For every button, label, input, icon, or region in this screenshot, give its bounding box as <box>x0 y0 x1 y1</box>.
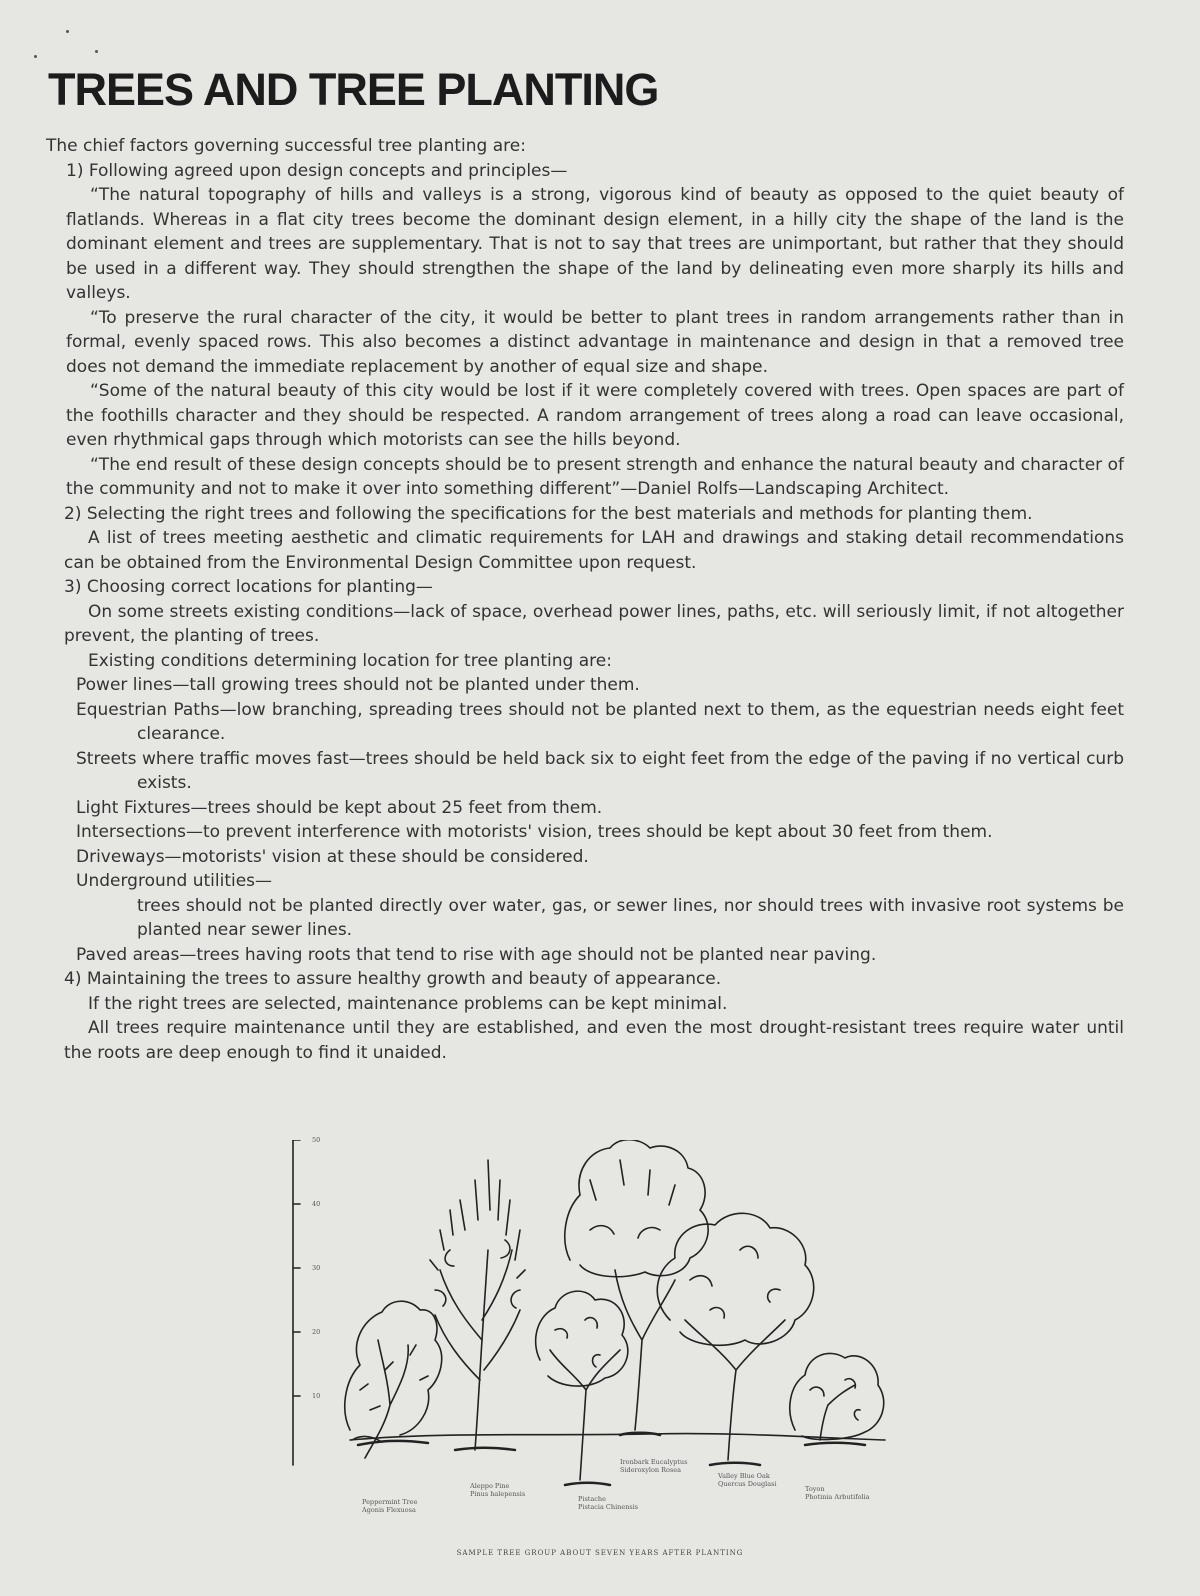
quote-paragraph: “Some of the natural beauty of this city would be lost if it were completely covered with trees. Open spaces are part of the foothills character and they should be respected. A random arrangement of trees along a road can leave occasional, even rhythmical gaps through which motorists can see the hills beyond. <box>66 381 1124 450</box>
pistache-tree <box>536 1291 628 1485</box>
intro-line: The chief factors governing successful tree planting are: <box>46 136 526 156</box>
tree-scientific-name: Pinus halepensis <box>470 1490 526 1498</box>
tree-common-name: Valley Blue Oak <box>718 1472 770 1480</box>
tree-scientific-name: Pistacia Chinensis <box>578 1503 639 1511</box>
body-text <box>46 134 1124 1065</box>
dust-speck <box>66 30 69 33</box>
tree-label <box>620 1458 687 1474</box>
condition-item: Light Fixtures—trees should be kept about 25 feet from them. <box>76 797 603 818</box>
toyon-tree <box>790 1353 884 1445</box>
scale-label: 50 <box>312 1136 321 1144</box>
tree-common-name: Toyon <box>805 1485 825 1493</box>
tree-label <box>362 1498 417 1514</box>
section-3-paragraph: Existing conditions determining location for tree planting are: <box>88 650 612 671</box>
section-1-heading: 1) Following agreed upon design concepts and principles— <box>66 160 568 181</box>
tree-scientific-name: Photinia Arbutifolia <box>805 1493 870 1501</box>
aleppo-pine-tree <box>430 1160 525 1450</box>
peppermint-tree <box>345 1301 442 1458</box>
section-4-paragraph: If the right trees are selected, maintenance problems can be kept minimal. <box>88 993 728 1014</box>
condition-item: Power lines—tall growing trees should not be planted under them. <box>76 675 640 695</box>
tree-common-name: Aleppo Pine <box>470 1482 510 1490</box>
condition-item: Equestrian Paths—low branching, spreading trees should not be planted next to them, as the equestrian needs eight feet clearance. <box>76 699 1124 744</box>
quote-paragraph: “To preserve the rural character of the city, it would be better to plant trees in random arrangements rather than in formal, evenly spaced rows. This also becomes a distinct advantage in maintenance and design in that a removed tree does not demand the immediate replacement by another of equal size and shape. <box>66 307 1124 377</box>
condition-item: Paved areas—trees having roots that tend to rise with age should not be planted near paving. <box>76 944 877 965</box>
dust-speck <box>34 55 37 58</box>
tree-common-name: Pistache <box>578 1495 606 1503</box>
quote-paragraph: “The natural topography of hills and valleys is a strong, vigorous kind of beauty as opposed to the quiet beauty of flatlands. Whereas in a flat city trees become the dominant design element, in a hilly city the shape of the land is the dominant element and trees are supplementary. That is not to say that trees are unimportant, but rather that they should be used in a different way. They should strengthen the shape of the land by delineating even more sharply its hills and valleys. <box>66 185 1124 303</box>
scale-label: 30 <box>312 1264 321 1272</box>
tree-label <box>718 1472 777 1488</box>
tree-common-name: Ironbark Eucalyptus <box>620 1458 688 1466</box>
tree-label <box>578 1495 638 1511</box>
tree-scientific-name: Quercus Douglasi <box>718 1480 777 1488</box>
quote-paragraph: “The end result of these design concepts should be to present strength and enhance the natural beauty and character of the community and not to make it over into something different”—Daniel Rolfs—Landscaping Architect. <box>66 454 1124 499</box>
condition-item: Underground utilities— <box>76 871 273 891</box>
condition-item: Driveways—motorists' vision at these should be considered. <box>76 846 589 867</box>
tree-common-name: Peppermint Tree <box>362 1498 418 1506</box>
section-4-paragraph: All trees require maintenance until they are established, and even the most drought-resistant trees require water until the roots are deep enough to find it unaided. <box>64 1018 1124 1063</box>
page-title: TREES AND TREE PLANTING <box>48 64 659 115</box>
tree-label <box>805 1485 870 1501</box>
valley-blue-oak-tree <box>657 1213 813 1465</box>
condition-item: Intersections—to prevent interference with motorists' vision, trees should be kept about 30 feet from them. <box>76 822 993 842</box>
condition-detail: trees should not be planted directly over water, gas, or sewer lines, nor should trees with invasive root systems be planted near sewer lines. <box>137 895 1124 940</box>
tree-group-illustration <box>290 1136 910 1540</box>
tree-label <box>470 1482 525 1498</box>
scale-label: 10 <box>312 1392 321 1400</box>
figure-caption: SAMPLE TREE GROUP ABOUT SEVEN YEARS AFTER PLANTING <box>456 1549 744 1557</box>
section-2-heading: 2) Selecting the right trees and following the specifications for the best materials and methods for planting them. <box>64 503 1033 524</box>
section-3-heading: 3) Choosing correct locations for planting— <box>64 577 433 597</box>
section-2-paragraph: A list of trees meeting aesthetic and climatic requirements for LAH and drawings and staking detail recommendations can be obtained from the Environmental Design Committee upon request. <box>64 528 1124 573</box>
dust-speck <box>95 50 98 53</box>
section-4-heading: 4) Maintaining the trees to assure healthy growth and beauty of appearance. <box>64 969 722 989</box>
tree-scientific-name: Sideroxylon Rosea <box>620 1466 682 1474</box>
tree-drawing <box>290 1140 910 1540</box>
tree-scientific-name: Agonis Flexuosa <box>362 1506 416 1514</box>
scale-label: 20 <box>312 1328 321 1336</box>
scale-label: 40 <box>312 1200 321 1208</box>
section-3-paragraph: On some streets existing conditions—lack of space, overhead power lines, paths, etc. will seriously limit, if not altogether prevent, the planting of trees. <box>64 601 1124 646</box>
condition-item: Streets where traffic moves fast—trees should be held back six to eight feet from the edge of the paving if no vertical curb exists. <box>76 748 1124 793</box>
